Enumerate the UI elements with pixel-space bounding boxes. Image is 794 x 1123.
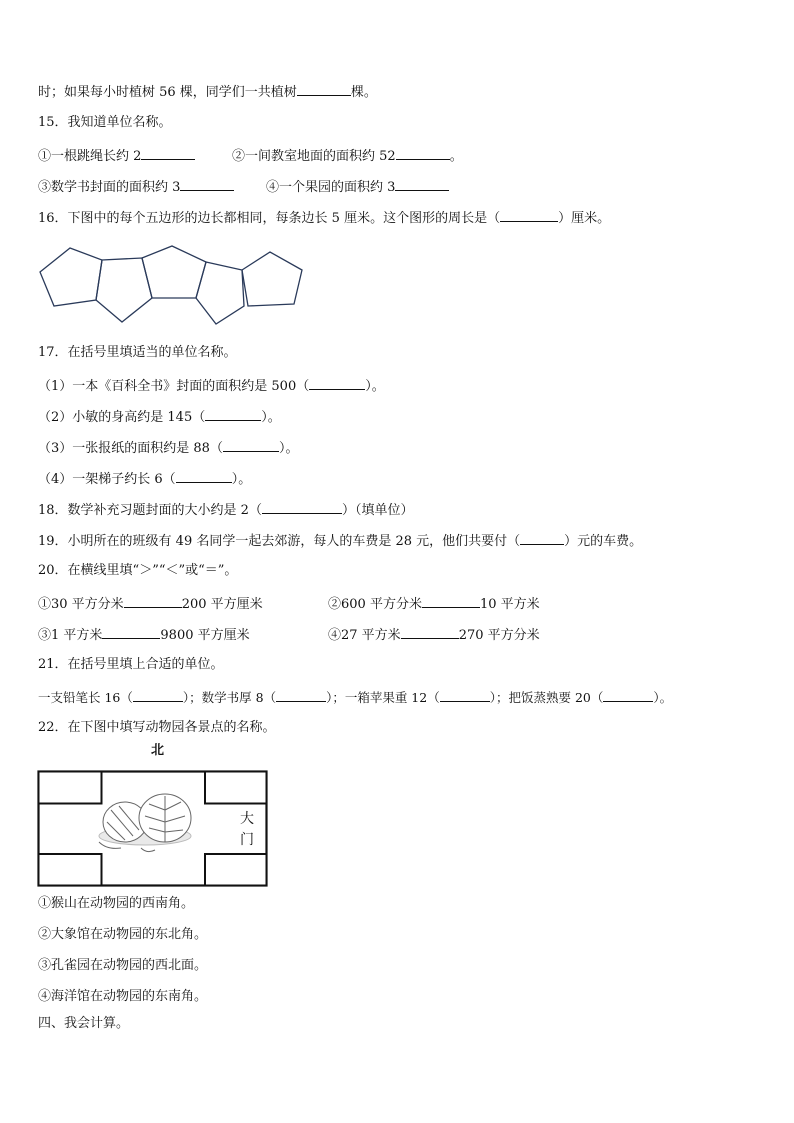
pentagon-chain-figure xyxy=(34,240,314,330)
q15-item-4 xyxy=(266,177,449,197)
q20-compare-4 xyxy=(328,625,540,645)
zoo-area-southeast[interactable] xyxy=(205,854,267,886)
q14-continuation xyxy=(38,82,377,102)
q22-statement-1: ①猴山在动物园的西南角。 xyxy=(38,896,195,911)
zoo-area-southwest[interactable] xyxy=(39,854,102,886)
q17-sub-1-blank[interactable] xyxy=(309,376,365,390)
q19-text-a: 19．小明所在的班级有 49 名同学一起去郊游，每人的车费是 28 元，他们共要付（ xyxy=(38,534,521,549)
q21-item-3-text: ）；一箱苹果重 12（ xyxy=(326,690,440,705)
q15-item-3-text: ③数学书封面的面积约 3 xyxy=(38,180,181,195)
q19-text-b: ）元的车费。 xyxy=(564,534,643,549)
q21-item-4-text: ）；把饭蒸熟要 20（ xyxy=(489,690,604,705)
q15-item-3 xyxy=(38,177,234,197)
q20-compare-3-right: 9800 平方厘米 xyxy=(160,628,250,643)
q19-text xyxy=(38,531,642,551)
q21-items xyxy=(38,688,672,707)
q15-item-1 xyxy=(38,146,195,166)
lake-icon xyxy=(99,794,191,852)
q20-compare-1-left: ①30 平方分米 xyxy=(38,597,124,612)
q21-item-1-text: 一支铅笔长 16（ xyxy=(38,690,133,705)
q17-sub-4-blank[interactable] xyxy=(176,469,232,483)
q20-title: 20．在横线里填“＞”“＜”或“＝”。 xyxy=(38,563,238,578)
q15-item-2 xyxy=(232,146,463,166)
north-label: 北 xyxy=(151,743,165,758)
gate-label-2: 门 xyxy=(240,832,254,848)
q18-text xyxy=(38,500,413,520)
q20-compare-2-left: ②600 平方分米 xyxy=(328,597,422,612)
q20-compare-4-right: 270 平方分米 xyxy=(458,628,540,643)
q20-compare-3-blank[interactable] xyxy=(102,625,160,639)
q21-item-1-blank[interactable] xyxy=(133,688,183,702)
q20-compare-2-right: 10 平方米 xyxy=(479,597,540,612)
q21-item-2-blank[interactable] xyxy=(276,688,326,702)
q20-compare-4-blank[interactable] xyxy=(401,625,459,639)
q22-statement-3: ③孔雀园在动物园的西北面。 xyxy=(38,958,208,973)
q17-sub-3-text: （3）一张报纸的面积约是 88（ xyxy=(38,441,223,456)
q20-compare-1 xyxy=(38,594,263,614)
q15-item-3-blank[interactable] xyxy=(180,177,234,191)
q19-blank[interactable] xyxy=(520,531,564,545)
q17-sub-4-text: （4）一架梯子约长 6（ xyxy=(38,472,176,487)
q17-sub-2-blank[interactable] xyxy=(205,407,261,421)
q15-item-2-text: ②一间教室地面的面积约 52 xyxy=(232,149,396,164)
q15-item-4-blank[interactable] xyxy=(395,177,449,191)
q15-item-2-end: 。 xyxy=(449,149,463,164)
zoo-map xyxy=(37,770,269,888)
q21-item-2-text: ）；数学书厚 8（ xyxy=(182,690,277,705)
q20-compare-1-right: 200 平方厘米 xyxy=(181,597,263,612)
pentagon-2 xyxy=(96,258,152,322)
q22-statement-4: ④海洋馆在动物园的东南角。 xyxy=(38,989,208,1004)
q17-title: 17．在括号里填适当的单位名称。 xyxy=(38,345,237,360)
q14-text-end: 棵。 xyxy=(350,85,377,100)
q14-blank[interactable] xyxy=(297,82,351,96)
q15-item-2-blank[interactable] xyxy=(396,146,450,160)
q20-compare-2-blank[interactable] xyxy=(422,594,480,608)
pentagon-3 xyxy=(142,246,206,298)
q16-blank[interactable] xyxy=(500,208,558,222)
q16-text-a: 16．下图中的每个五边形的边长都相同，每条边长 5 厘米。这个图形的周长是（ xyxy=(38,211,501,226)
q17-sub-4 xyxy=(38,469,251,489)
pentagon-5 xyxy=(242,252,302,306)
section-4-heading: 四、我会计算。 xyxy=(38,1016,130,1031)
q20-compare-1-blank[interactable] xyxy=(124,594,182,608)
q16-text-b: ）厘米。 xyxy=(558,211,611,226)
q15-item-1-text: ①一根跳绳长约 2 xyxy=(38,149,142,164)
zoo-area-northeast[interactable] xyxy=(205,772,267,804)
gate-label-1: 大 xyxy=(240,811,254,827)
q17-sub-2-text: （2）小敏的身高约是 145（ xyxy=(38,410,206,425)
q15-item-4-text: ④一个果园的面积约 3 xyxy=(266,180,396,195)
q17-sub-3 xyxy=(38,438,298,458)
q16-text xyxy=(38,208,610,228)
q17-sub-1-end: ）。 xyxy=(365,379,385,394)
q15-item-1-blank[interactable] xyxy=(141,146,195,160)
q17-sub-2-end: ）。 xyxy=(261,410,281,425)
q15-title: 15．我知道单位名称。 xyxy=(38,115,172,130)
q20-compare-3 xyxy=(38,625,250,645)
q17-sub-1-text: （1）一本《百科全书》封面的面积约是 500（ xyxy=(38,379,310,394)
q21-item-4-blank[interactable] xyxy=(603,688,653,702)
zoo-area-northwest[interactable] xyxy=(39,772,102,804)
q17-sub-4-end: ）。 xyxy=(231,472,252,487)
q18-blank[interactable] xyxy=(262,500,342,514)
q14-text: 时；如果每小时植树 56 棵，同学们一共植树 xyxy=(38,85,297,100)
q22-title: 22．在下图中填写动物园各景点的名称。 xyxy=(38,720,276,735)
pentagon-4 xyxy=(196,262,244,324)
q17-sub-3-blank[interactable] xyxy=(223,438,279,452)
q17-sub-1 xyxy=(38,376,385,396)
pentagon-1 xyxy=(40,248,102,306)
q18-text-b: ）（填单位） xyxy=(341,503,414,518)
q21-item-3-blank[interactable] xyxy=(440,688,490,702)
q22-statement-2: ②大象馆在动物园的东北角。 xyxy=(38,927,208,942)
q20-compare-3-left: ③1 平方米 xyxy=(38,628,103,643)
q17-sub-2 xyxy=(38,407,281,427)
q21-title: 21．在括号里填上合适的单位。 xyxy=(38,657,224,672)
q17-sub-3-end: ）。 xyxy=(278,441,299,456)
q21-item-end: ）。 xyxy=(653,690,673,705)
q20-compare-2 xyxy=(328,594,540,614)
q20-compare-4-left: ④27 平方米 xyxy=(328,628,401,643)
q18-text-a: 18．数学补充习题封面的大小约是 2（ xyxy=(38,503,262,518)
